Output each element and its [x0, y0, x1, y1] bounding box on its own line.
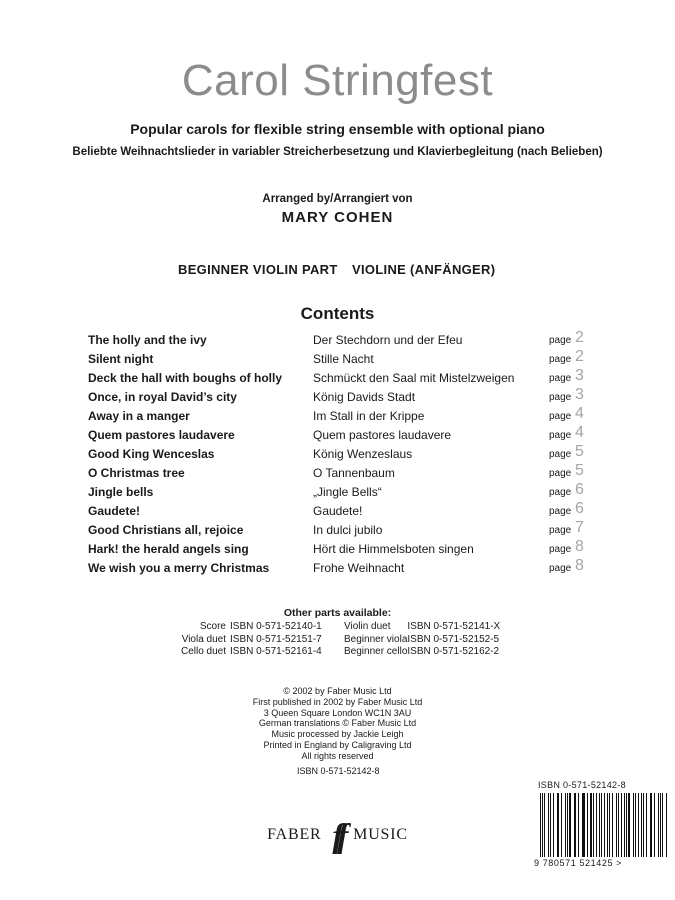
title-german: Quem pastores laudavere: [313, 428, 452, 442]
title-german: König Wenzeslaus: [313, 447, 413, 461]
barcode-bar: [578, 793, 579, 857]
contents-row: [88, 464, 598, 483]
title-english: Quem pastores laudavere: [88, 428, 235, 442]
page-label: page: [549, 373, 572, 384]
title-german: König Davids Stadt: [313, 390, 416, 404]
page-label: page: [549, 449, 572, 460]
barcode-bar: [553, 793, 554, 857]
page-number: 5: [575, 443, 584, 460]
page-number: 6: [575, 481, 584, 498]
title-german: Der Stechdorn und der Efeu: [313, 333, 463, 347]
part-name: Cello duet: [180, 646, 226, 657]
title-german: O Tannenbaum: [313, 466, 395, 480]
barcode-bar: [641, 793, 642, 857]
page-label: page: [549, 354, 572, 365]
page-label: page: [549, 544, 572, 555]
part-isbn: ISBN 0-571-52152-5: [407, 633, 500, 645]
part-name: Beginner viola: [344, 633, 408, 645]
publisher-line: German translations © Faber Music Ltd: [258, 718, 417, 729]
barcode-bar: [599, 793, 600, 857]
barcode-bar: [587, 793, 588, 857]
part-name-english: BEGINNER VIOLIN PART: [178, 262, 338, 277]
part-isbn: ISBN 0-571-52151-7: [230, 633, 322, 645]
barcode-bar: [666, 793, 667, 857]
publisher-line: All rights reserved: [301, 750, 374, 761]
barcode-bar: [575, 793, 576, 857]
barcode-bar: [557, 793, 558, 857]
part-name: Beginner cello: [344, 646, 408, 657]
title-german: Frohe Weihnacht: [313, 561, 405, 575]
barcode-bar: [646, 793, 647, 857]
other-part-row: [150, 634, 500, 647]
contents-row: [88, 445, 598, 464]
contents-row: [88, 331, 598, 350]
page-number: 8: [575, 538, 584, 555]
barcode-bar: [583, 793, 584, 857]
barcode-bar: [590, 793, 592, 857]
other-parts-heading: Other parts available:: [283, 607, 392, 619]
barcode-bar: [609, 793, 611, 857]
logo-ff-mark: ff: [332, 818, 343, 855]
barcode-bar: [635, 793, 636, 857]
logo-music-text: MUSIC: [353, 826, 408, 843]
title-english: Away in a manger: [88, 409, 190, 423]
page-label: page: [549, 392, 572, 403]
barcode-bar: [612, 793, 613, 857]
page-number: 6: [575, 500, 584, 517]
barcode-bar: [601, 793, 602, 857]
part-isbn: ISBN 0-571-52140-1: [230, 621, 322, 632]
page-number: 5: [575, 462, 584, 479]
title-german: Im Stall in der Krippe: [313, 409, 425, 423]
barcode-bar: [569, 793, 571, 857]
contents-row: [88, 540, 598, 559]
part-name: Violin duet: [344, 621, 391, 632]
subtitle-german: Beliebte Weihnachtslieder in variabler Streicherbesetzung und Klavierbegleitung (nach Belieben): [72, 146, 603, 158]
barcode-bar: [574, 793, 575, 857]
page-label: page: [549, 335, 572, 346]
page-number: 2: [575, 348, 584, 365]
barcode-bar: [567, 793, 568, 857]
page-number: 4: [575, 424, 584, 441]
barcode-bar: [565, 793, 566, 857]
barcode-bar: [638, 793, 639, 857]
contents-row: [88, 350, 598, 369]
title-english: Good Christians all, rejoice: [88, 523, 244, 537]
barcode-bar: [624, 793, 625, 857]
title-german: Schmückt den Saal mit Mistelzweigen: [313, 371, 515, 385]
publisher-line: Printed in England by Caligraving Ltd: [263, 739, 412, 750]
page-number: 3: [575, 386, 584, 403]
title-german: Stille Nacht: [313, 352, 374, 366]
barcode-bar: [658, 793, 659, 857]
barcode-bars: [534, 793, 668, 857]
title-english: Silent night: [88, 352, 154, 366]
barcode-bar: [607, 793, 608, 857]
barcode-bar: [650, 793, 651, 857]
contents-row: [88, 369, 598, 388]
other-parts-table: [150, 621, 500, 659]
barcode-bar: [626, 793, 627, 857]
title-german: Gaudete!: [313, 504, 363, 518]
contents-row: [88, 502, 598, 521]
title-english: O Christmas tree: [88, 466, 185, 480]
contents-heading: Contents: [300, 304, 375, 323]
other-part-row: [150, 646, 500, 659]
contents-row: [88, 559, 598, 578]
page-number: 4: [575, 405, 584, 422]
title-english: Jingle bells: [88, 485, 154, 499]
part-name-german: VIOLINE (ANFÄNGER): [352, 262, 496, 277]
publisher-line: © 2002 by Faber Music Ltd: [283, 686, 392, 696]
page-label: page: [549, 430, 572, 441]
barcode-bar: [550, 793, 552, 857]
page-label: page: [549, 525, 572, 536]
contents-row: [88, 521, 598, 540]
barcode-bar: [561, 793, 562, 857]
page-number: 3: [575, 367, 584, 384]
part-isbn: ISBN 0-571-52161-4: [230, 646, 322, 657]
page-label: page: [549, 563, 572, 574]
barcode-bar: [542, 793, 543, 857]
contents-row: [88, 407, 598, 426]
page-number: 2: [575, 329, 584, 346]
publisher-line: 3 Queen Square London WC1N 3AU: [263, 707, 412, 718]
barcode-bar: [616, 793, 617, 857]
barcode-bar: [540, 793, 541, 857]
page-label: page: [549, 487, 572, 498]
part-isbn: ISBN 0-571-52141-X: [407, 621, 501, 632]
arranger-name: MARY COHEN: [281, 209, 394, 226]
page-number: 8: [575, 557, 584, 574]
publisher-line: First published in 2002 by Faber Music Ltd: [252, 696, 423, 707]
barcode-bar: [593, 793, 594, 857]
barcode-bar: [621, 793, 622, 857]
barcode-bar: [662, 793, 663, 857]
logo-faber-text: FABER: [267, 826, 322, 843]
barcode-bar: [633, 793, 635, 857]
contents-row: [88, 426, 598, 445]
contents-list: [88, 331, 598, 578]
arranged-by-label: Arranged by/Arrangiert von: [262, 193, 413, 205]
title-english: Hark! the herald angels sing: [88, 542, 249, 556]
publisher-info: [0, 686, 675, 762]
barcode-digits: 9 780571 521425 >: [534, 858, 623, 868]
book-title: Carol Stringfest: [181, 56, 494, 105]
title-english: Deck the hall with boughs of holly: [88, 371, 283, 385]
barcode-bar: [654, 793, 656, 857]
isbn-number: ISBN 0-571-52142-8: [297, 766, 380, 776]
barcode-isbn: ISBN 0-571-52142-8: [538, 780, 626, 790]
page-label: page: [549, 468, 572, 479]
part-isbn: ISBN 0-571-52162-2: [407, 646, 500, 657]
barcode-bar: [604, 793, 605, 857]
title-german: Hört die Himmelsboten singen: [313, 542, 474, 556]
barcode-bar: [558, 793, 559, 857]
title-german: In dulci jubilo: [313, 523, 383, 537]
page-label: page: [549, 506, 572, 517]
title-german: „Jingle Bells“: [313, 485, 382, 499]
barcode-bar: [660, 793, 661, 857]
page-number: 7: [575, 519, 584, 536]
part-name: Viola duet: [181, 633, 226, 645]
publisher-line: Music processed by Jackie Leigh: [271, 729, 404, 740]
barcode-bar: [618, 793, 619, 857]
barcode-bar: [643, 793, 644, 857]
barcode: [534, 780, 668, 868]
barcode-bar: [596, 793, 597, 857]
barcode-bar: [651, 793, 652, 857]
title-english: The holly and the ivy: [88, 333, 207, 347]
other-part-row: [150, 621, 500, 634]
subtitle-english: Popular carols for flexible string ensemble with optional piano: [130, 121, 545, 137]
contents-row: [88, 388, 598, 407]
barcode-bar: [628, 793, 629, 857]
title-english: Gaudete!: [88, 504, 141, 518]
title-english: We wish you a merry Christmas: [88, 561, 270, 575]
barcode-bar: [544, 793, 545, 857]
barcode-bar: [582, 793, 583, 857]
title-english: Once, in royal David’s city: [88, 390, 237, 404]
barcode-bar: [548, 793, 549, 857]
contents-row: [88, 483, 598, 502]
part-name: Score: [199, 621, 226, 632]
page-label: page: [549, 411, 572, 422]
title-english: Good King Wenceslas: [88, 447, 215, 461]
